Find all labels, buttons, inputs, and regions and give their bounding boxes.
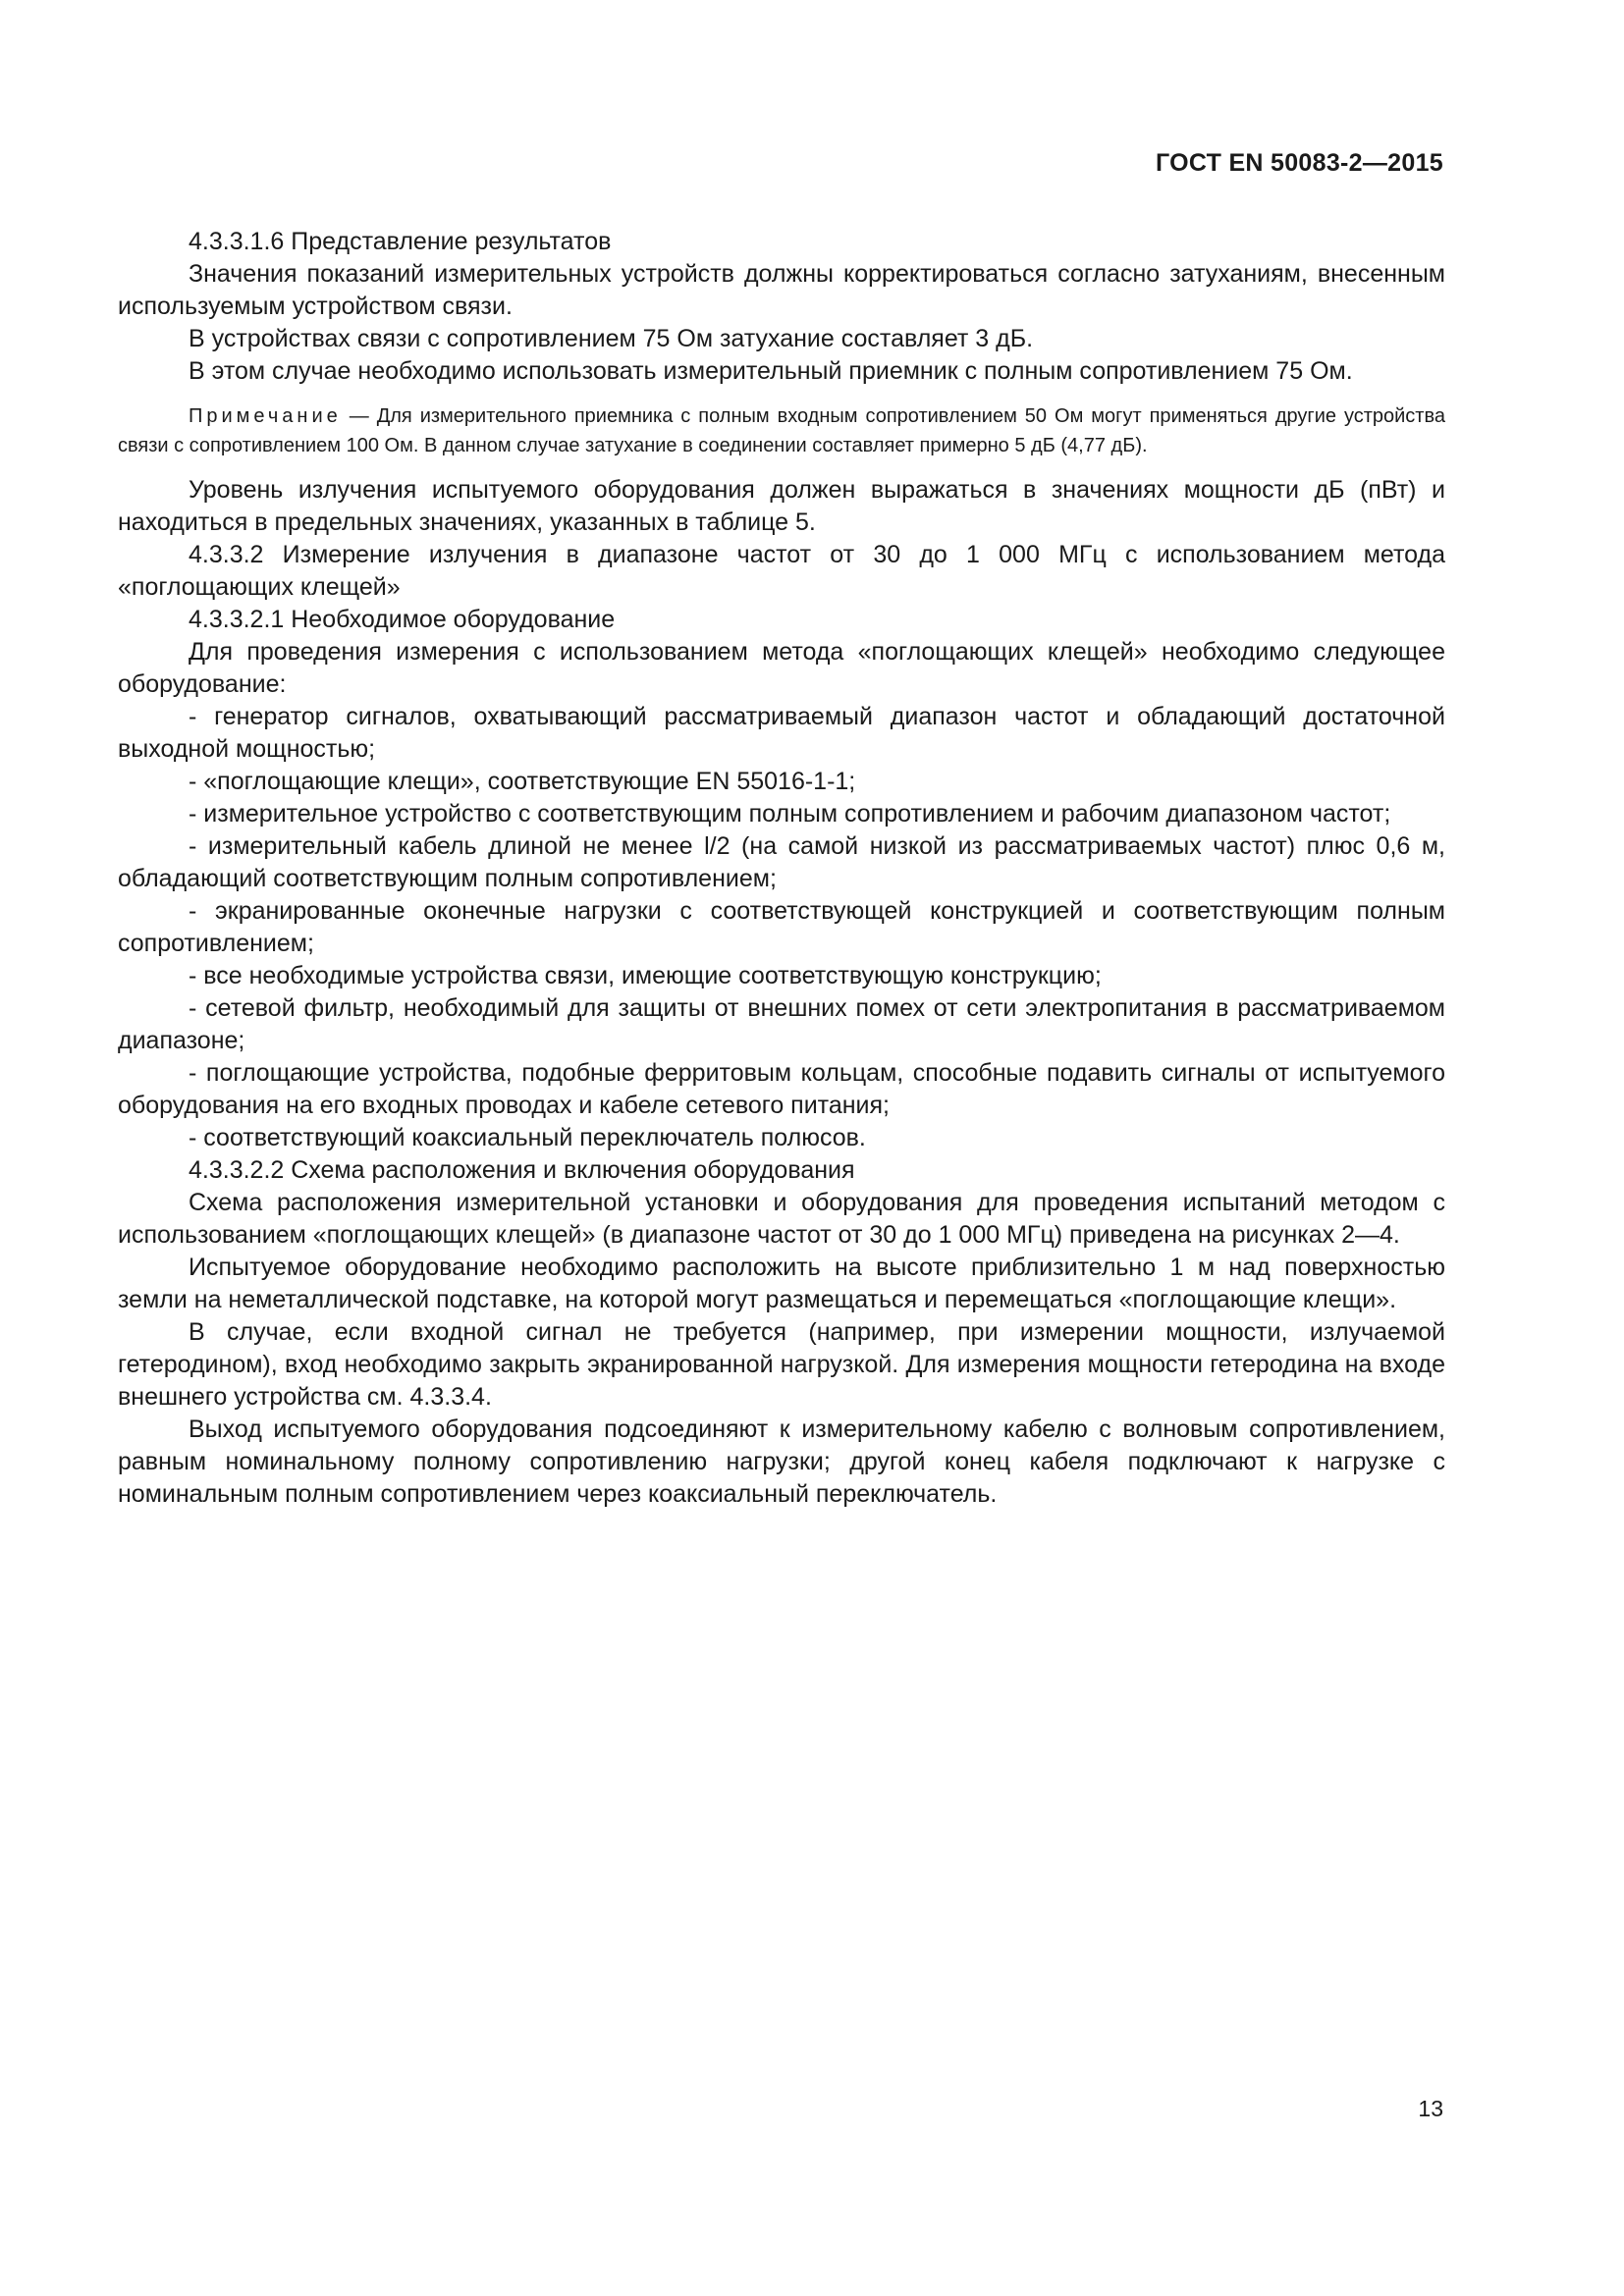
note-label: Примечание bbox=[189, 405, 342, 427]
list-item: - измерительное устройство с соответствующим полным сопротивлением и рабочим диапазоном частот; bbox=[189, 800, 1391, 828]
section-heading: 4.3.3.2.2 Схема расположения и включения оборудования bbox=[189, 1156, 855, 1184]
list-item: - все необходимые устройства связи, имеющие соответствующую конструкцию; bbox=[189, 962, 1102, 989]
paragraph: Испытуемое оборудование необходимо расположить на высоте приблизительно 1 м над поверхностью земли на неметаллической подставке, на которой могут размещаться и перемещаться «поглощающие клещи». bbox=[118, 1254, 1445, 1313]
paragraph: Схема расположения измерительной установки и оборудования для проведения испытаний методом с использованием «поглощающих клещей» (в диапазоне частот от 30 до 1 000 МГц) приведена на рисунках 2—4. bbox=[118, 1189, 1445, 1249]
note-text: — Для измерительного приемника с полным входным сопротивлением 50 Ом могут применяться другие устройства связи с сопротивлением 100 Ом. В данном случае затухание в соединении составляет примерно 5 дБ (4,77 дБ). bbox=[118, 405, 1445, 456]
paragraph: Для проведения измерения с использованием метода «поглощающих клещей» необходимо следующее оборудование: bbox=[118, 638, 1445, 698]
document-body bbox=[118, 226, 1445, 1511]
paragraph: В этом случае необходимо использовать измерительный приемник с полным сопротивлением 75 Ом. bbox=[189, 357, 1353, 385]
paragraph: Значения показаний измерительных устройств должны корректироваться согласно затуханиям, внесенным используемым устройством связи. bbox=[118, 260, 1445, 320]
section-heading: 4.3.3.2.1 Необходимое оборудование bbox=[189, 606, 616, 633]
paragraph: Выход испытуемого оборудования подсоединяют к измерительному кабелю с волновым сопротивлением, равным номинальному полному сопротивлению нагрузки; другой конец кабеля подключают к нагрузке с номинальным полным сопротивлением через коаксиальный переключатель. bbox=[118, 1415, 1445, 1508]
document-header: ГОСТ EN 50083-2—2015 bbox=[1156, 149, 1443, 177]
paragraph: В устройствах связи с сопротивлением 75 Ом затухание составляет 3 дБ. bbox=[189, 325, 1034, 352]
list-item: - генератор сигналов, охватывающий рассматриваемый диапазон частот и обладающий достаточной выходной мощностью; bbox=[118, 703, 1445, 763]
paragraph: Уровень излучения испытуемого оборудования должен выражаться в значениях мощности дБ (пВт) и находиться в предельных значениях, указанных в таблице 5. bbox=[118, 476, 1445, 536]
note bbox=[118, 401, 1445, 460]
list-item: - «поглощающие клещи», соответствующие EN 55016-1-1; bbox=[189, 768, 856, 795]
list-item: - соответствующий коаксиальный переключатель полюсов. bbox=[189, 1124, 866, 1151]
list-item: - поглощающие устройства, подобные ферритовым кольцам, способные подавить сигналы от испытуемого оборудования на его входных проводах и кабеле сетевого питания; bbox=[118, 1059, 1445, 1119]
paragraph: В случае, если входной сигнал не требуется (например, при измерении мощности, излучаемой гетеродином), вход необходимо закрыть экранированной нагрузкой. Для измерения мощности гетеродина на входе внешнего устройства см. 4.3.3.4. bbox=[118, 1318, 1445, 1411]
list-item: - измерительный кабель длиной не менее l/2 (на самой низкой из рассматриваемых частот) плюс 0,6 м, обладающий соответствующим полным сопротивлением; bbox=[118, 832, 1445, 892]
section-heading: 4.3.3.1.6 Представление результатов bbox=[189, 228, 612, 255]
section-heading: 4.3.3.2 Измерение излучения в диапазоне частот от 30 до 1 000 МГц с использованием метода «поглощающих клещей» bbox=[118, 541, 1445, 601]
list-item: - экранированные оконечные нагрузки с соответствующей конструкцией и соответствующим полным сопротивлением; bbox=[118, 897, 1445, 957]
list-item: - сетевой фильтр, необходимый для защиты от внешних помех от сети электропитания в рассматриваемом диапазоне; bbox=[118, 994, 1445, 1054]
page-number: 13 bbox=[1418, 2096, 1443, 2121]
